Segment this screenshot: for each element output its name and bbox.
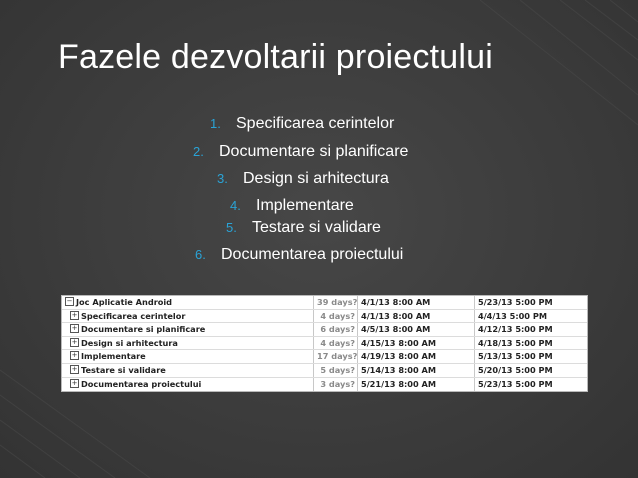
list-item-number: 4.	[230, 198, 241, 213]
start-cell: 5/14/13 8:00 AM	[358, 364, 475, 377]
list-item-number: 5.	[226, 220, 237, 235]
list-item-number: 3.	[217, 171, 228, 186]
expand-toggle-icon[interactable]: +	[71, 324, 78, 333]
list-item	[193, 141, 408, 163]
start-cell: 4/1/13 8:00 AM	[358, 310, 475, 323]
finish-cell: 4/18/13 5:00 PM	[478, 337, 553, 348]
list-item-text: Documentare si planificare	[219, 143, 409, 160]
task-name: Joc Aplicatie Android	[76, 297, 173, 307]
task-name-cell	[62, 296, 314, 309]
slide-title: Fazele dezvoltarii proiectului	[58, 38, 493, 76]
expand-toggle-icon[interactable]: +	[71, 310, 78, 319]
expand-toggle-icon[interactable]: +	[71, 378, 78, 387]
list-item	[226, 217, 381, 239]
list-item-number: 2.	[193, 144, 204, 159]
duration-cell: 39 days?	[314, 296, 358, 309]
collapse-toggle-icon[interactable]: −	[66, 297, 73, 305]
finish-cell: 4/12/13 5:00 PM	[478, 324, 553, 335]
table-row[interactable]	[62, 323, 587, 337]
task-name-cell	[62, 350, 314, 363]
task-name-cell	[62, 310, 314, 323]
list-item	[230, 195, 354, 217]
list-item	[195, 244, 403, 266]
finish-cell: 5/23/13 5:00 PM	[478, 297, 553, 307]
duration-cell: 17 days?	[314, 350, 358, 363]
table-row[interactable]	[62, 378, 587, 392]
task-name-cell	[62, 337, 314, 350]
expand-toggle-icon[interactable]: +	[71, 364, 78, 373]
list-item-text: Documentarea proiectului	[221, 246, 404, 263]
task-name: Implementare	[81, 351, 146, 362]
finish-cell: 5/20/13 5:00 PM	[478, 364, 553, 375]
start-cell: 4/5/13 8:00 AM	[358, 323, 475, 336]
finish-cell: 5/23/13 5:00 PM	[478, 378, 553, 389]
task-name: Testare si validare	[81, 364, 166, 375]
list-item-number: 1.	[210, 116, 221, 131]
list-item-text: Testare si validare	[252, 219, 381, 236]
list-item	[217, 168, 389, 190]
finish-cell: 4/4/13 5:00 PM	[478, 310, 547, 321]
task-name: Specificarea cerintelor	[81, 310, 186, 321]
start-cell: 4/19/13 8:00 AM	[358, 350, 475, 363]
list-item-text: Design si arhitectura	[243, 170, 389, 187]
table-row-summary[interactable]	[62, 296, 587, 310]
list-item-text: Specificarea cerintelor	[236, 115, 395, 132]
duration-cell: 4 days?	[314, 310, 358, 323]
expand-toggle-icon[interactable]: +	[71, 351, 78, 360]
table-row[interactable]	[62, 364, 587, 378]
finish-cell: 5/13/13 5:00 PM	[478, 351, 553, 362]
task-name-cell	[62, 323, 314, 336]
table-row[interactable]	[62, 337, 587, 351]
start-cell: 4/15/13 8:00 AM	[358, 337, 475, 350]
duration-cell: 4 days?	[314, 337, 358, 350]
list-item	[210, 113, 394, 135]
table-row[interactable]	[62, 350, 587, 364]
expand-toggle-icon[interactable]: +	[71, 337, 78, 346]
task-name: Documentarea proiectului	[81, 378, 202, 389]
start-cell: 5/21/13 8:00 AM	[358, 378, 475, 392]
duration-cell: 6 days?	[314, 323, 358, 336]
table-row[interactable]	[62, 310, 587, 324]
list-item-number: 6.	[195, 247, 206, 262]
task-name: Design si arhitectura	[81, 337, 178, 348]
project-schedule-table	[61, 295, 588, 392]
duration-cell: 5 days?	[314, 364, 358, 377]
task-name: Documentare si planificare	[81, 324, 206, 335]
task-name-cell	[62, 364, 314, 377]
start-cell: 4/1/13 8:00 AM	[358, 296, 475, 309]
duration-cell: 3 days?	[314, 378, 358, 392]
task-name-cell	[62, 378, 314, 392]
list-item-text: Implementare	[256, 197, 354, 214]
